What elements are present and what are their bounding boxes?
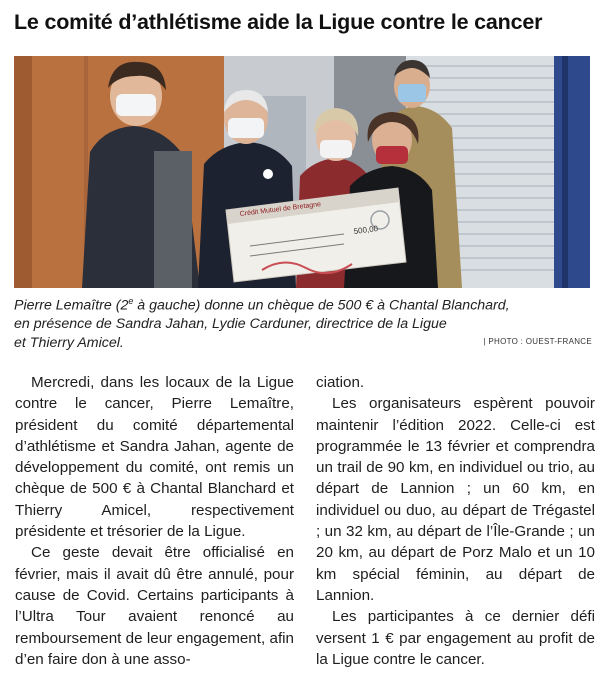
photo-credit: | PHOTO : OUEST-FRANCE	[483, 337, 592, 346]
body-paragraph-1: Mercredi, dans les locaux de la Ligue contre le cancer, Pierre Lemaître, président du comité départemental d’athlétisme et Sandra Jahan, agente de développement du comité, ont remis un chèque de 500 € à Chantal Blanchard et Thierry Amicel, respectivement présidente et trésorier de la Ligue.	[15, 374, 294, 541]
caption-line-2: en présence de Sandra Jahan, Lydie Carduner, directrice de la Ligue	[14, 316, 447, 333]
headline: Le comité d’athlétisme aide la Ligue contre le cancer	[14, 10, 543, 34]
body-paragraph-2: Ce geste devait être officialisé en février, mais il avait dû être annulé, pour cause de Covid. Certains participants à l’Ultra Tour avaient renoncé au remboursement de leur engagement, afin d’en faire don à une asso-	[15, 544, 294, 668]
cheque-bank: Crédit Mutuel de Bretagne	[239, 201, 322, 218]
article-photo	[14, 56, 590, 288]
body-column-1	[15, 372, 294, 670]
caption-line-1: Pierre Lemaître (2e à gauche) donne un chèque de 500 € à Chantal Blanchard,	[14, 296, 510, 314]
body-paragraph-2-end: ciation.	[316, 374, 365, 391]
body-column-2	[316, 372, 595, 670]
body-paragraph-3: Les organisateurs espèrent pouvoir maintenir l’édition 2022. Celle-ci est programmée le 13 février et comprendra un trail de 90 km, en individuel ou trio, au départ de Lannion ; un 60 km, en individuel ou duo, au départ de Trégastel ; un 32 km, au départ de l’Île-Grande ; un 20 km, au départ de Porz Malo et un 10 km spécial féminin, au départ de Lannion.	[316, 395, 595, 604]
cheque-amount: 500,00	[353, 224, 379, 236]
body-paragraph-4: Les participantes à ce dernier défi versent 1 € par engagement au profit de la Ligue contre le cancer.	[316, 608, 595, 668]
caption-line-3: et Thierry Amicel.	[14, 334, 124, 351]
